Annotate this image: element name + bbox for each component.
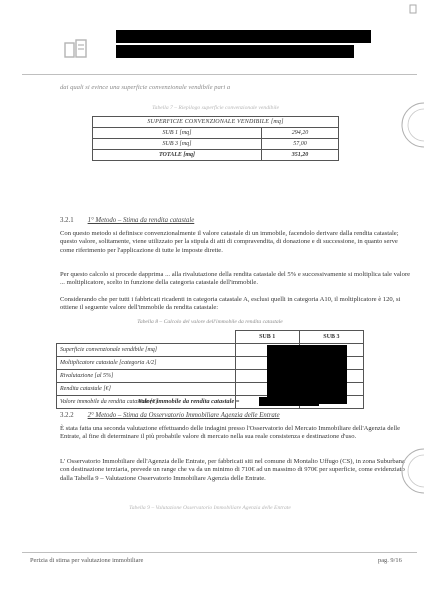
paragraph: Per questo calcolo si procede dapprima ... alla rivalutazione della rendita catastale del 5% e successivamente si moltiplica tale valore ... moltiplicatore, scelto in funzione della categoria catastale dell'immobile. <box>60 271 411 287</box>
table-header: SUPERFICIE CONVENZIONALE VENDIBILE [mq] <box>93 117 339 128</box>
row-label: Moltiplicatore catastale [categoria A/2] <box>57 357 236 370</box>
row-label: SUB 3 [mq] <box>93 139 262 150</box>
table-row <box>93 139 339 150</box>
paragraph: È stata fatta una seconda valutazione effettuando delle indagini presso l'Osservatorio del Mercato Immobiliare dell'Agenzia delle Entrate, al fine di determinare il più probabile valore di mercato nella sua reale consistenza e destinazione d'uso. <box>60 425 401 441</box>
table-row <box>93 117 339 128</box>
stamp-icon <box>398 446 424 496</box>
section-title: 1° Metodo – Stima da rendita catastale <box>87 217 195 224</box>
row-label: Rendita catastale [€] <box>57 383 236 396</box>
paragraph: Con questo metodo si definisce convenzionalmente il valore catastale di un immobile, facendolo derivare dalla rendita catastale; questo valore, solitamente, viene utilizzato per la stipula di atti di compravendita, di donazione e di successione, in quanto serve come riferimento per l'applicazione di tutte le imposte dirette. <box>60 230 399 254</box>
table3-caption: Tabella 9 – Valutazione Osservatorio Immobiliare Agenzia delle Entrate <box>129 505 291 511</box>
page-number: pag. 9/16 <box>378 557 402 564</box>
table2-caption: Tabella 8 – Calcolo del valore dell'immobile da rendita catastale <box>137 319 283 325</box>
table2-total-label: Valore immobile da rendita catastale = <box>138 398 240 405</box>
surface-summary-table <box>92 116 339 161</box>
column-header: SUB 3 <box>299 331 363 344</box>
footer-divider <box>22 552 417 553</box>
section-heading-1 <box>60 217 194 224</box>
section-title: 2° Metodo – Stima da Osservatorio Immobiliare Agenzia delle Entrate <box>87 412 280 419</box>
section-number: 3.2.1 <box>60 217 74 224</box>
table-row <box>57 331 364 344</box>
paragraph: Considerando che per tutti i fabbricati ricadenti in categoria catastale A, esclusi quelli in categoria A10, il moltiplicatore è 120, si ottiene il seguente valore dell'immobile da rendita catastale: <box>60 296 401 312</box>
table2-values-redaction <box>267 345 347 404</box>
row-value: 57,00 <box>262 139 339 150</box>
row-label: TOTALE [mq] <box>93 150 262 161</box>
total-value-redaction <box>259 397 319 406</box>
intro-line: dai quali si evince una superficie convenzionale vendibile pari a <box>60 84 231 91</box>
row-label: SUB 1 [mq] <box>93 128 262 139</box>
header-redaction-1 <box>116 30 371 43</box>
section-number: 3.2.2 <box>60 412 74 419</box>
row-value: 294,20 <box>262 128 339 139</box>
header-redaction-2 <box>116 45 354 58</box>
row-label: Rivalutazione [al 5%] <box>57 370 236 383</box>
header-divider <box>22 74 417 75</box>
footer-title: Perizia di stima per valutazione immobiliare <box>30 557 144 564</box>
table-row <box>93 128 339 139</box>
row-value: 351,20 <box>262 150 339 161</box>
section-heading-2 <box>60 412 280 419</box>
table1-caption: Tabella 7 – Riepilogo superficie convenzionale vendibile <box>152 105 279 111</box>
table-row <box>93 150 339 161</box>
paragraph: L' Osservatorio Immobiliare dell'Agenzia delle Entrate, per fabbricati siti nel comune di Montalto Uffugo (CS), in zona Suburbana con destinazione terziaria, prevede un range che va da un minimo di 710€ ad un massimo di 970€ per superficie, come evidenziato dalla Tabella 9 – Valutazione Osservatorio Immobiliare Agenzia delle Entrate. <box>60 458 405 482</box>
stamp-icon <box>398 100 424 150</box>
row-label: Superficie convenzionale vendibile [mq] <box>57 344 236 357</box>
corner-mark-icon <box>408 4 420 16</box>
company-logo-icon <box>63 37 89 61</box>
row-label: Valore immobile da rendita catastale [€] <box>57 396 236 409</box>
column-header: SUB 1 <box>235 331 299 344</box>
